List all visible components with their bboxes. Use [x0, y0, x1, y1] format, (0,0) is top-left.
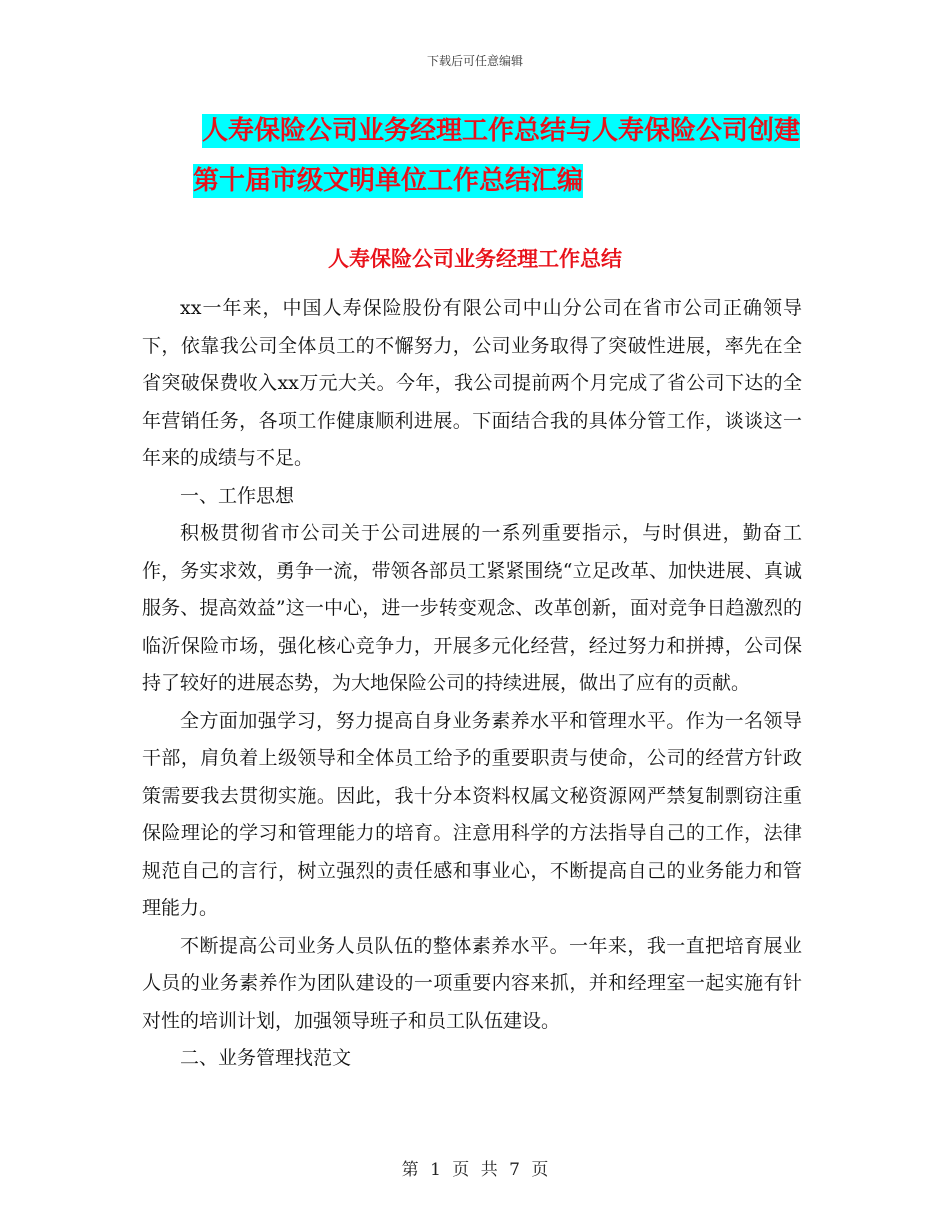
title-highlight-2: 第十届市级文明单位工作总结汇编: [193, 166, 584, 196]
section-heading: 二、业务管理找范文: [180, 1047, 352, 1069]
title-highlight-1: 人寿保险公司业务经理工作总结与人寿保险公司创建: [201, 116, 800, 146]
document-body: [142, 290, 802, 1078]
paragraph: 不断提高公司业务人员队伍的整体素养水平。一年来，我一直把培育展业人员的业务素养作为团队建设的一项重要内容来抓，并和经理室一起实施有针对性的培训计划，加强领导班子和员工队伍建设。: [142, 934, 802, 1032]
page-footer: 第 1 页 共 7 页: [401, 1160, 549, 1180]
paragraph: 积极贯彻省市公司关于公司进展的一系列重要指示，与时俱进，勤奋工作，务实求效，勇争一流，带领各部员工紧紧围绕“立足改革、加快进展、真诚服务、提高效益”这一中心，进一步转变观念、改革创新，面对竞争日趋激烈的临沂保险市场，强化核心竞争力，开展多元化经营，经过努力和拼搏，公司保持了较好的进展态势，为大地保险公司的持续进展，做出了应有的贡献。: [142, 522, 802, 694]
document-title: [0, 106, 950, 206]
section-heading: 一、工作思想: [180, 484, 295, 507]
section-title: 人寿保险公司业务经理工作总结: [328, 247, 622, 271]
document-title-line-2: [0, 156, 950, 206]
paragraph: 全方面加强学习，努力提高自身业务素养水平和管理水平。作为一名领导干部，肩负着上级领导和全体员工给予的重要职责与使命，公司的经营方针政策需要我去贯彻实施。因此，我十分本资料权属文秘资源网严禁复制剽窃注重保险理论的学习和管理能力的培育。注意用科学的方法指导自己的工作，法律规范自己的言行，树立强烈的责任感和事业心，不断提高自己的业务能力和管理能力。: [142, 709, 802, 919]
page-header: 下载后可任意编辑: [426, 54, 523, 68]
document-title-line-1: [0, 106, 950, 156]
paragraph: xx一年来，中国人寿保险股份有限公司中山分公司在省市公司正确领导下，依靠我公司全体员工的不懈努力，公司业务取得了突破性进展，率先在全省突破保费收入xx万元大关。今年，我公司提前两个月完成了省公司下达的全年营销任务，各项工作健康顺利进展。下面结合我的具体分管工作，谈谈这一年来的成绩与不足。: [142, 297, 802, 469]
